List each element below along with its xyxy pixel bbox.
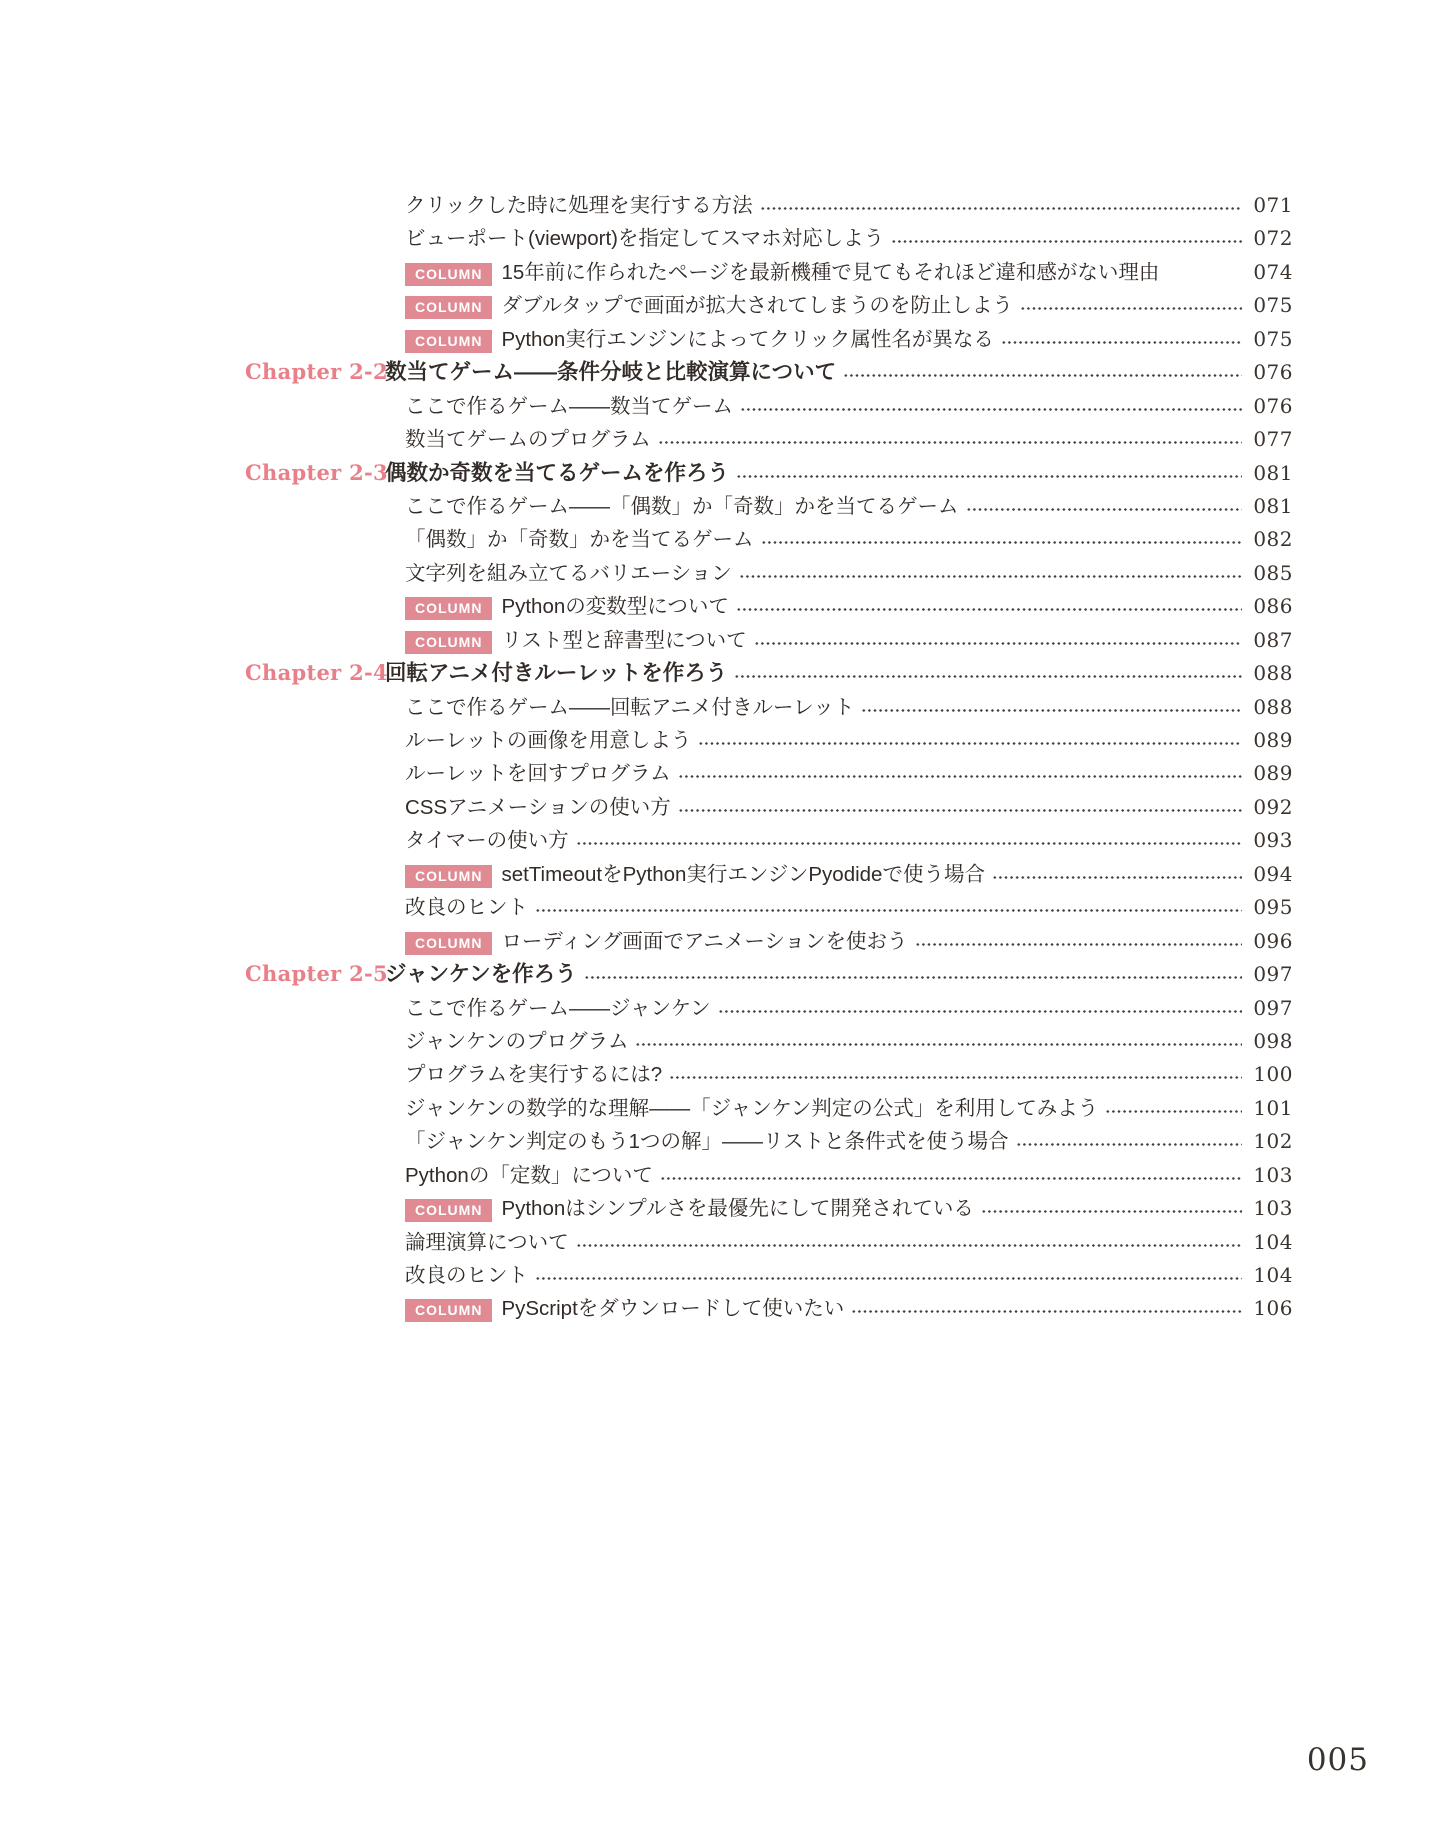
toc-row	[245, 890, 1293, 923]
toc-row	[245, 1124, 1293, 1157]
leader-dots	[981, 1206, 1242, 1215]
chapter-label: Chapter 2-3	[245, 459, 388, 485]
page-number: 104	[1253, 1229, 1293, 1254]
leader-dots	[576, 838, 1242, 847]
entry-title: Python実行エンジンによってクリック属性名が異なる	[501, 327, 994, 351]
entry-title: ジャンケンを作ろう	[385, 962, 577, 987]
leader-dots	[891, 236, 1242, 245]
entry-title: 数当てゲームのプログラム	[405, 428, 651, 452]
column-badge: COLUMN	[405, 932, 492, 955]
toc-row	[245, 723, 1293, 756]
entry-title: ジャンケンのプログラム	[405, 1029, 629, 1053]
leader-dots	[992, 872, 1242, 881]
entry-title: 15年前に作られたページを最新機種で見てもそれほど違和感がない理由	[501, 260, 1160, 284]
page-number: 075	[1253, 293, 1293, 318]
page-number: 089	[1253, 728, 1293, 752]
entry-title: setTimeoutをPython実行エンジンPyodideで使う場合	[501, 862, 985, 886]
toc-row	[245, 456, 1293, 489]
toc-row	[245, 389, 1293, 422]
leader-dots	[740, 404, 1242, 413]
entry-title: ここで作るゲーム――数当てゲーム	[405, 394, 733, 418]
toc-row	[245, 188, 1293, 221]
page-number: 106	[1253, 1296, 1293, 1321]
entry-title: 数当てゲーム――条件分岐と比較演算について	[385, 360, 837, 385]
toc-row	[245, 1258, 1293, 1291]
toc-row	[245, 656, 1293, 689]
page-number: 075	[1253, 326, 1293, 351]
page-number: 097	[1253, 995, 1293, 1020]
entry-title: ジャンケンの数学的な理解――「ジャンケン判定の公式」を利用してみよう	[405, 1096, 1099, 1120]
leader-dots	[861, 705, 1242, 714]
leader-dots	[576, 1240, 1242, 1249]
page-number: 103	[1253, 1162, 1293, 1187]
entry-title: ここで作るゲーム――ジャンケン	[405, 996, 711, 1020]
leader-dots	[678, 771, 1242, 780]
page-number: 102	[1253, 1129, 1293, 1154]
toc-row	[245, 991, 1293, 1024]
toc-row	[245, 589, 1293, 622]
leader-dots	[736, 471, 1242, 480]
chapter-label: Chapter 2-4	[245, 660, 388, 686]
column-badge: COLUMN	[405, 1199, 492, 1222]
entry-title: ここで作るゲーム――「偶数」か「奇数」かを当てるゲーム	[405, 494, 959, 518]
column-badge: COLUMN	[405, 296, 492, 319]
toc-row	[245, 489, 1293, 522]
leader-dots	[761, 537, 1243, 546]
leader-dots	[658, 437, 1242, 446]
leader-dots	[754, 638, 1242, 647]
entry-title: 「偶数」か「奇数」かを当てるゲーム	[405, 528, 754, 552]
page-number: 093	[1253, 828, 1293, 853]
leader-dots	[698, 738, 1242, 747]
page-number: 085	[1253, 560, 1293, 585]
entry-title: ローディング画面でアニメーションを使おう	[501, 929, 908, 953]
leader-dots	[739, 571, 1242, 580]
column-badge: COLUMN	[405, 263, 492, 286]
leader-dots	[669, 1072, 1242, 1081]
entry-title: 「ジャンケン判定のもう1つの解」――リストと条件式を使う場合	[405, 1130, 1009, 1154]
page-number: 077	[1253, 427, 1293, 452]
toc-row	[245, 322, 1293, 355]
page-number: 104	[1253, 1263, 1293, 1287]
toc-row	[245, 756, 1293, 789]
toc-row	[245, 556, 1293, 589]
leader-dots	[1016, 1139, 1242, 1148]
page-number: 089	[1253, 761, 1293, 786]
page-number: 097	[1253, 962, 1293, 987]
folio-page-number: 005	[1306, 1742, 1369, 1778]
leader-dots	[535, 1273, 1242, 1282]
leader-dots	[1001, 337, 1242, 346]
entry-title: Pythonはシンプルさを最優先にして開発されている	[501, 1197, 974, 1221]
toc-row	[245, 1024, 1293, 1057]
leader-dots	[678, 805, 1242, 814]
table-of-contents	[245, 188, 1293, 1325]
toc-row	[245, 790, 1293, 823]
page-number: 095	[1253, 895, 1293, 920]
leader-dots	[1162, 270, 1244, 279]
page-number: 086	[1253, 594, 1293, 619]
page-number: 100	[1253, 1062, 1293, 1087]
entry-title: 文字列を組み立てるバリエーション	[405, 561, 732, 585]
page-number: 092	[1253, 794, 1293, 819]
leader-dots	[734, 671, 1242, 680]
toc-row	[245, 355, 1293, 388]
toc-row	[245, 288, 1293, 321]
page-number: 087	[1253, 627, 1293, 652]
toc-row	[245, 522, 1293, 555]
page-number: 081	[1253, 493, 1293, 518]
entry-title: Pythonの「定数」について	[405, 1163, 653, 1187]
leader-dots	[760, 203, 1242, 212]
leader-dots	[584, 972, 1242, 981]
leader-dots	[843, 370, 1242, 379]
entry-title: PyScriptをダウンロードして使いたい	[501, 1297, 845, 1321]
entry-title: 論理演算について	[405, 1230, 569, 1254]
entry-title: CSSアニメーションの使い方	[405, 795, 671, 819]
entry-title: 改良のヒント	[405, 1264, 528, 1287]
page-number: 101	[1253, 1095, 1293, 1120]
leader-dots	[736, 604, 1242, 613]
page-number: 076	[1253, 393, 1293, 418]
entry-title: ビューポート(viewport)を指定してスマホ対応しよう	[405, 227, 885, 251]
page-number: 098	[1253, 1028, 1293, 1053]
entry-title: ルーレットの画像を用意しよう	[405, 729, 692, 752]
column-badge: COLUMN	[405, 631, 492, 654]
page-number: 082	[1253, 527, 1293, 552]
entry-title: 偶数か奇数を当てるゲームを作ろう	[385, 460, 730, 485]
entry-title: ダブルタップで画面が拡大されてしまうのを防止しよう	[501, 294, 1013, 318]
toc-row	[245, 1191, 1293, 1224]
toc-row	[245, 255, 1293, 288]
entry-title: ここで作るゲーム――回転アニメ付きルーレット	[405, 695, 855, 719]
entry-title: 改良のヒント	[405, 896, 528, 920]
leader-dots	[718, 1006, 1242, 1015]
entry-title: リスト型と辞書型について	[501, 628, 747, 652]
leader-dots	[851, 1306, 1242, 1315]
column-badge: COLUMN	[405, 1299, 492, 1322]
column-badge: COLUMN	[405, 597, 492, 620]
leader-dots	[635, 1039, 1242, 1048]
page-number: 103	[1253, 1196, 1293, 1221]
toc-row	[245, 957, 1293, 990]
toc-row	[245, 422, 1293, 455]
toc-row	[245, 1225, 1293, 1258]
page-number: 071	[1253, 193, 1293, 217]
leader-dots	[966, 504, 1243, 513]
leader-dots	[1105, 1106, 1242, 1115]
column-badge: COLUMN	[405, 865, 492, 888]
toc-row	[245, 823, 1293, 856]
toc-row	[245, 1057, 1293, 1090]
toc-row	[245, 924, 1293, 957]
toc-row	[245, 1291, 1293, 1324]
entry-title: タイマーの使い方	[405, 829, 569, 853]
page-number: 076	[1253, 360, 1293, 385]
page-number: 094	[1253, 861, 1293, 886]
chapter-label: Chapter 2-5	[245, 961, 388, 987]
page-number: 081	[1253, 460, 1293, 485]
leader-dots	[535, 905, 1242, 914]
toc-row	[245, 857, 1293, 890]
page-number: 088	[1253, 661, 1293, 686]
leader-dots	[915, 939, 1242, 948]
entry-title: 回転アニメ付きルーレットを作ろう	[385, 661, 728, 686]
leader-dots	[1020, 303, 1242, 312]
toc-row	[245, 690, 1293, 723]
entry-title: クリックした時に処理を実行する方法	[405, 194, 753, 217]
entry-title: Pythonの変数型について	[501, 595, 729, 619]
toc-row	[245, 221, 1293, 254]
entry-title: プログラムを実行するには?	[405, 1063, 663, 1087]
chapter-label: Chapter 2-2	[245, 359, 388, 385]
toc-row	[245, 1091, 1293, 1124]
page-number: 072	[1253, 226, 1293, 251]
page-number: 074	[1253, 259, 1293, 284]
page-number: 096	[1253, 928, 1293, 953]
column-badge: COLUMN	[405, 330, 492, 353]
leader-dots	[660, 1173, 1242, 1182]
page-number: 088	[1253, 694, 1293, 719]
entry-title: ルーレットを回すプログラム	[405, 762, 671, 786]
toc-row	[245, 1158, 1293, 1191]
toc-row	[245, 623, 1293, 656]
